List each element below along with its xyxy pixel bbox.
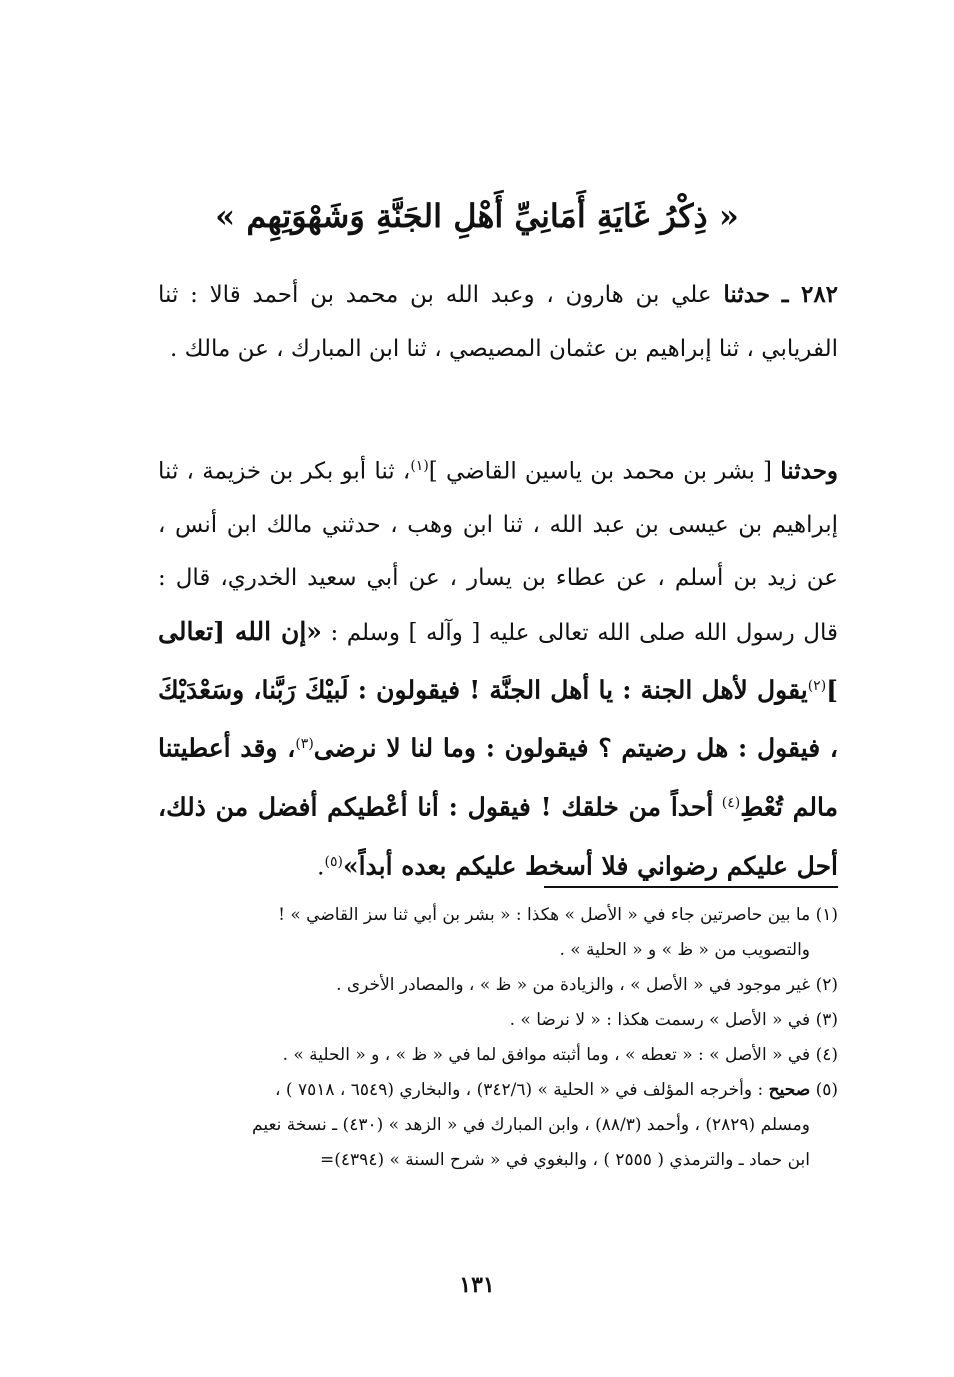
matn-text: أحداً من خلقك ! فيقول : أنا أعْطيكم أفضل من ذلك، أحل عليكم رضواني فلا أسخط عليكم بعده أبداً»	[158, 792, 838, 881]
footnote-ref-4: (٤)	[721, 794, 741, 811]
grading-label: صحيح	[768, 1080, 811, 1100]
paragraph-lead: حدثنا	[723, 281, 771, 308]
footnotes-list	[148, 898, 838, 1178]
matn-text: يقول لأهل الجنة : يا أهل الجنَّة ! فيقولون : لَبيْكَ رَبَّنا، وسَعْدَيْكَ ، فيقول : هل رضيتم ؟ فيقولون : وما لنا لا نرضى	[158, 675, 839, 763]
section-heading: « ذِكْرُ غَايَةِ أَمَانِيِّ أَهْلِ الجَنَّةِ وَشَهْوَتِهِم »	[215, 197, 739, 235]
footnote-ref-3: (٣)	[295, 736, 314, 753]
isnad-text: [ بشر بن محمد بن ياسين القاضي ]	[428, 458, 773, 485]
isnad-text: علي بن هارون ، وعبد الله بن محمد بن أحمد قالا : ثنا الفريابي ، ثنا إبراهيم بن عثمان المصيصي ، ثنا ابن المبارك ، عن مالك .	[158, 282, 838, 362]
matn-text: «إن الله [تعالى ]	[158, 616, 838, 705]
footnote-3: (٣) في « الأصل » رسمت هكذا : « لا نرضا » .	[509, 1010, 838, 1030]
footnote-ref-5: (٥)	[324, 853, 343, 870]
footnote-text: ابن حماد ـ والترمذي ( ٢٥٥٥ ) ، والبغوي في « شرح السنة » (٤٣٩٤)=	[320, 1150, 810, 1170]
footnote-text: : وأخرجه المؤلف في « الحلية » (٣٤٢/٦) ، والبخاري (٦٥٤٩ ، ٧٥١٨ ) ،	[275, 1080, 764, 1100]
footnote-ref-2: (٢)	[807, 677, 827, 694]
footnote-2: (٢) غير موجود في « الأصل » ، والزيادة من « ظ » ، والمصادر الأخرى .	[336, 975, 838, 995]
footnote-5	[148, 1073, 838, 1178]
footnote-number: (٥)	[815, 1080, 838, 1100]
footnote-text: ومسلم (٢٨٢٩) ، وأحمد (٨٨/٣) ، وابن المبارك في « الزهد » (٤٣٠) ـ نسخة نعيم	[252, 1115, 810, 1135]
footnote-separator	[544, 886, 838, 888]
sentence-end: .	[317, 854, 325, 881]
footnote-1	[148, 898, 838, 968]
isnad-text: ، ثنا أبو بكر بن خزيمة ، ثنا إبراهيم بن عيسى بن عبد الله ، ثنا ابن وهب ، حدثني مالك ابن أنس ، عن زيد بن أسلم ، عن عطاء بن يسار ، عن أبي سعيد الخدري، قال : قال رسول الله صلى الله تعالى عليه [ وآله ] وسلم :	[158, 458, 839, 646]
matn-text: ، وقد أعطيتنا مالم تُعْطِ	[158, 733, 839, 822]
hadith-number: ٢٨٢ ـ	[781, 281, 839, 308]
footnote-4: (٤) في « الأصل » : « تعطه » ، وما أثبته موافق لما في « ظ » ، و « الحلية » .	[282, 1045, 838, 1065]
hadith-paragraph-282	[158, 268, 838, 376]
page-number: ١٣١	[459, 1272, 495, 1298]
paragraph-lead: وحدثنا	[780, 457, 839, 485]
footnote-text: والتصويب من « ظ » و « الحلية » .	[559, 940, 810, 960]
footnote-ref-1: (١)	[410, 458, 429, 474]
footnote-text: (١) ما بين حاصرتين جاء في « الأصل » هكذا : « بشر بن أبي ثنا سز القاضي » !	[278, 905, 838, 925]
hadith-paragraph-second-chain	[158, 440, 838, 894]
